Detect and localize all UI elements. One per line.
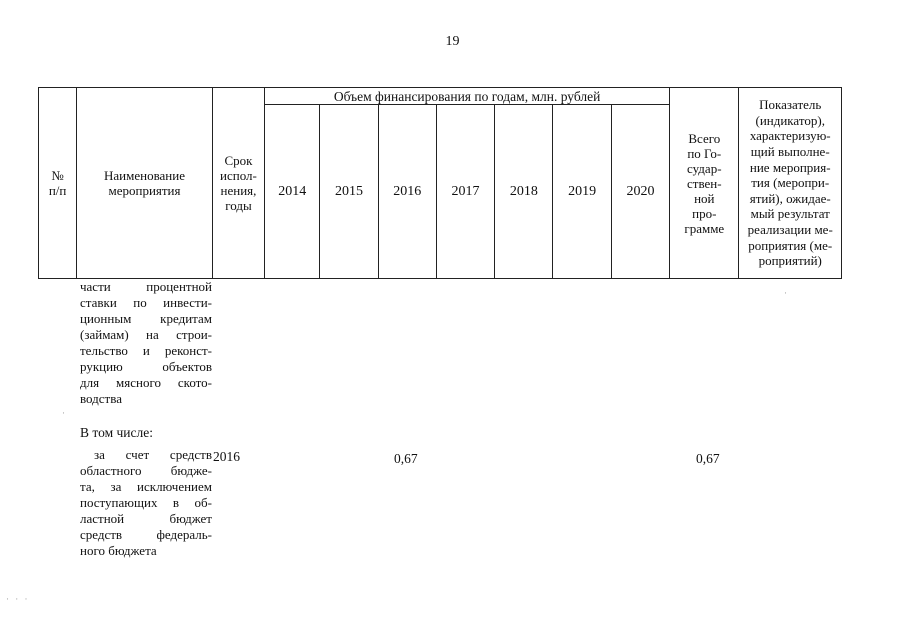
subitem-text-line: та, за исключением <box>80 479 212 494</box>
item-text-line: для мясного ското- <box>80 375 212 390</box>
header-year-cell: 2020 <box>611 105 669 279</box>
subitem-amount-2016: 0,67 <box>394 451 418 466</box>
subitem-description <box>80 447 212 559</box>
item-text-line: ционным кредитам <box>80 311 212 326</box>
scan-speck: · · · <box>6 594 30 604</box>
header-year-cell: 2015 <box>320 105 378 279</box>
item-text-line: (займам) на строи- <box>80 327 212 342</box>
scan-speck: · <box>784 288 789 298</box>
item-text-line: части процентной <box>80 279 212 294</box>
subitem-text-line: за счет средств <box>94 447 212 462</box>
including-label: В том числе: <box>80 425 153 440</box>
header-year-cell: 2018 <box>495 105 553 279</box>
subitem-text-line: ного бюджета <box>80 543 157 558</box>
header-year-cell: 2016 <box>378 105 436 279</box>
subitem-term: 2016 <box>213 449 240 464</box>
scan-speck: · <box>62 408 67 418</box>
header-name-cell: Наименование мероприятия <box>77 88 213 279</box>
header-year-cell: 2017 <box>436 105 494 279</box>
header-term-cell: Срок испол- нения, годы <box>212 88 264 279</box>
table-header <box>38 87 842 279</box>
item-text-line: водства <box>80 391 122 406</box>
item-text-line: тельство и реконст- <box>80 343 212 358</box>
header-year-cell: 2019 <box>553 105 611 279</box>
header-funding-title: Объем финансирования по годам, млн. рублей <box>265 88 670 105</box>
header-total-cell: Всего по Го- судар- ствен- ной про- грамме <box>670 88 739 279</box>
subitem-text-line: поступающих в об- <box>80 495 212 510</box>
subitem-text-line: областного бюдже- <box>80 463 212 478</box>
header-year-cell: 2014 <box>265 105 320 279</box>
item-text-line: рукцию объектов <box>80 359 212 374</box>
subitem-text-line: ластной бюджет <box>80 511 212 526</box>
item-description <box>80 279 212 407</box>
subitem-text-line: средств федераль- <box>80 527 212 542</box>
item-text-line: ставки по инвести- <box>80 295 212 310</box>
header-number-cell: № п/п <box>39 88 77 279</box>
page-number: 19 <box>445 34 460 49</box>
subitem-amount-total: 0,67 <box>696 451 720 466</box>
header-indicator-cell: Показатель (индикатор), характеризую- щий выполне- ние мероприя- тия (меропри- ятий), ожидае- мый результат реализации ме- роприятия (ме- роприятий) <box>739 88 842 279</box>
